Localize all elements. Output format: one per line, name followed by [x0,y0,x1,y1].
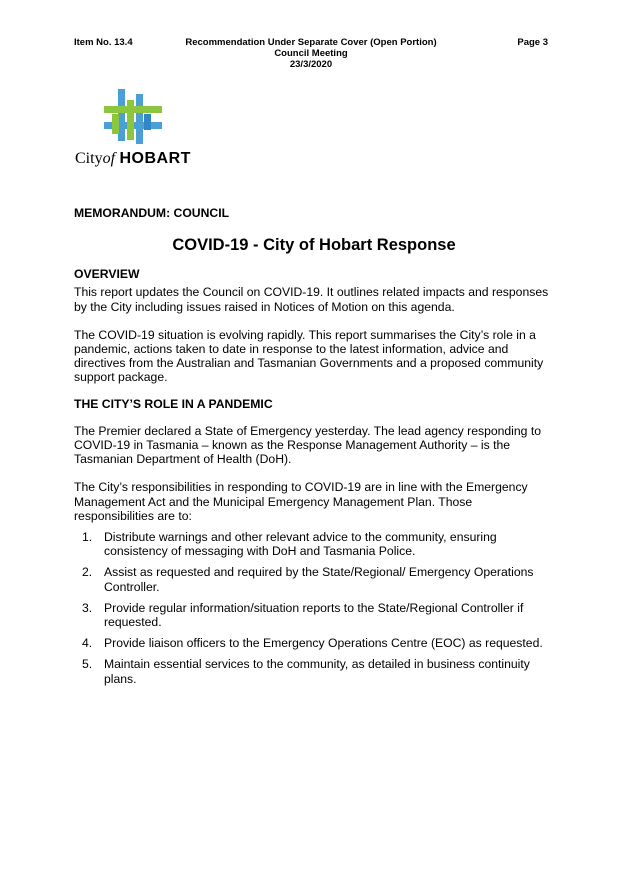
list-item [74,530,554,558]
list-item [74,636,554,650]
memo-body [74,206,554,693]
list-item [74,601,554,629]
logo-wordmark [75,150,191,168]
list-text: Provide liaison officers to the Emergency Operations Centre (EOC) as requested. [104,636,543,651]
overview-paragraph-1: This report updates the Council on COVID-19. It outlines related impacts and responses by the City including issues raised in Notices of Motion on this agenda. [74,285,549,314]
role-heading: THE CITY’S ROLE IN A PANDEMIC [74,396,273,411]
list-text: Maintain essential services to the community, as detailed in business continuity plans. [104,657,530,686]
overview-heading: OVERVIEW [74,267,140,282]
list-number: 1. [82,530,93,545]
header-meeting: Council Meeting [274,48,348,59]
header-page-number: Page 3 [517,37,548,48]
memo-label: MEMORANDUM: COUNCIL [74,206,230,220]
header-date: 23/3/2020 [289,59,333,70]
list-text: Distribute warnings and other relevant advice to the community, ensuring consistency of messaging with DoH and Tasmania Police. [104,530,497,559]
logo-city: City [75,150,103,167]
header-center [150,37,472,70]
list-item [74,657,554,685]
page-title: COVID-19 - City of Hobart Response [172,236,456,255]
header-document-title: Recommendation Under Separate Cover (Open Portion) [185,37,437,48]
logo-of: of [102,150,116,167]
role-paragraph-1: The Premier declared a State of Emergency yesterday. The lead agency responding to COVID-19 in Tasmania – known as the Response Management Authority – is the Tasmanian Department of Health (DoH). [74,423,541,467]
list-number: 2. [82,565,93,580]
list-text: Provide regular information/situation reports to the State/Regional Controller if requested. [104,600,524,630]
list-number: 3. [82,600,93,615]
list-number: 4. [82,636,93,651]
list-number: 5. [82,657,93,672]
list-text: Assist as requested and required by the State/Regional/ Emergency Operations Controller. [104,565,534,594]
role-paragraph-2: The City’s responsibilities in responding to COVID-19 are in line with the Emergency Management Act and the Municipal Emergency Management Plan. Those responsibilities are to: [74,480,528,523]
overview-paragraph-2: The COVID-19 situation is evolving rapidly. This report summarises the City’s role in a pandemic, actions taken to date in response to the latest information, advice and directives from the Australian and Tasmanian Governments and a proposed community support package. [74,327,544,385]
logo-hobart: HOBART [119,150,191,167]
header-item-number: Item No. 13.4 [74,37,133,48]
list-item [74,565,554,593]
responsibilities-list [74,530,554,686]
